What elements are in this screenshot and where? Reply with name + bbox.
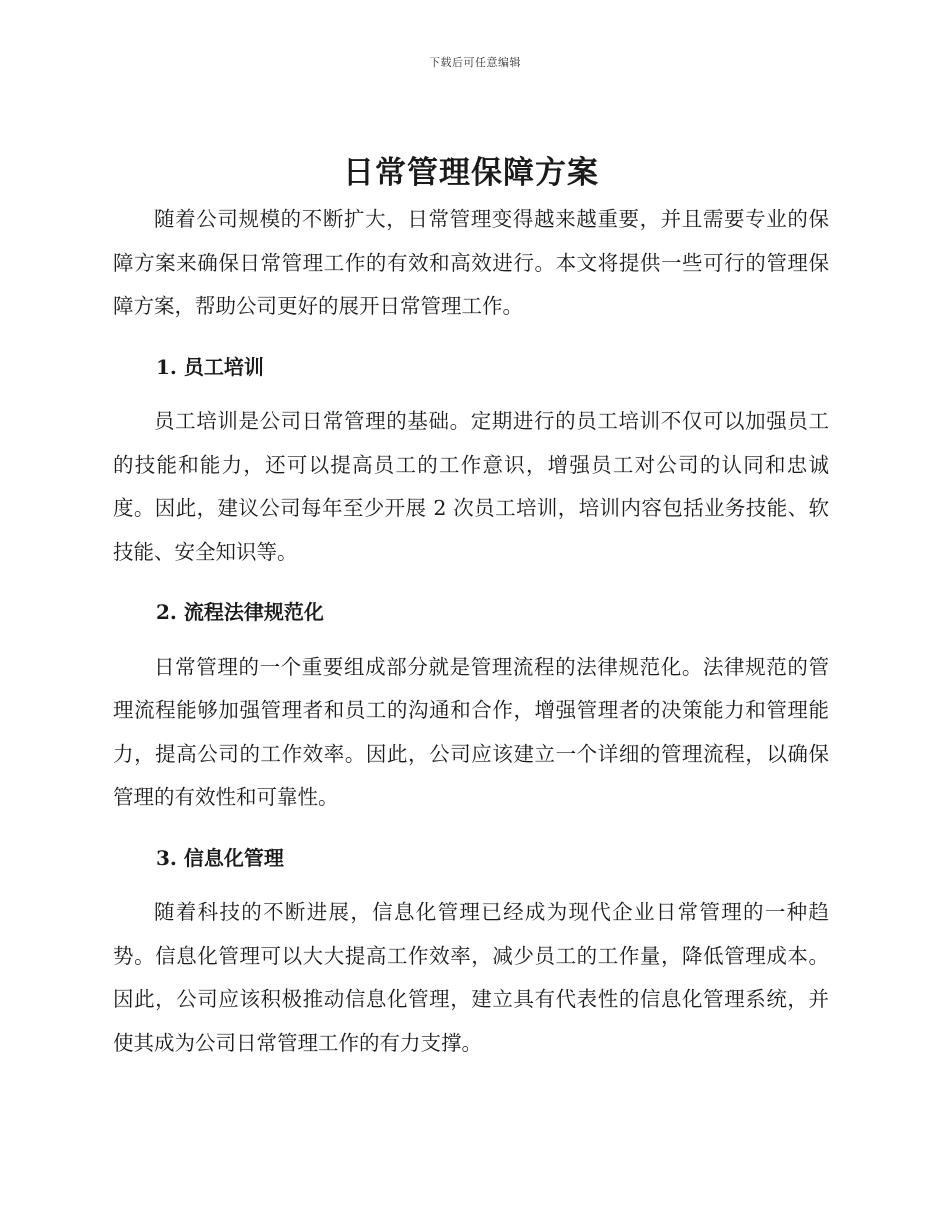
document-title: 日常管理保障方案 bbox=[343, 155, 599, 191]
section-body-process: 日常管理的一个重要组成部分就是管理流程的法律规范化。法律规范的管理流程能够加强管理者和员工的沟通和合作，增强管理者的决策能力和管理能力，提高公司的工作效率。因此，公司应该建立一个详细的管理流程，以确保管理的有效性和可靠性。 bbox=[113, 654, 829, 809]
section-heading-training: 1. 员工培训 bbox=[156, 354, 264, 379]
section-heading-informatization: 3. 信息化管理 bbox=[156, 845, 284, 870]
header-note: 下载后可任意编辑 bbox=[429, 56, 521, 69]
section-heading-process: 2. 流程法律规范化 bbox=[156, 600, 324, 624]
document-body bbox=[113, 148, 829, 1065]
section-body-training: 员工培训是公司日常管理的基础。定期进行的员工培训不仅可以加强员工的技能和能力，还可以提高员工的工作意识，增强员工对公司的认同和忠诚度。因此，建议公司每年至少开展 2 次员工培训，培训内容包括业务技能、软技能、安全知识等。 bbox=[113, 409, 829, 564]
intro-paragraph: 随着公司规模的不断扩大，日常管理变得越来越重要，并且需要专业的保障方案来确保日常管理工作的有效和高效进行。本文将提供一些可行的管理保障方案，帮助公司更好的展开日常管理工作。 bbox=[113, 207, 829, 318]
section-body-informatization: 随着科技的不断进展，信息化管理已经成为现代企业日常管理的一种趋势。信息化管理可以大大提高工作效率，减少员工的工作量，降低管理成本。因此，公司应该积极推动信息化管理，建立具有代表性的信息化管理系统，并使其成为公司日常管理工作的有力支撑。 bbox=[113, 900, 829, 1055]
